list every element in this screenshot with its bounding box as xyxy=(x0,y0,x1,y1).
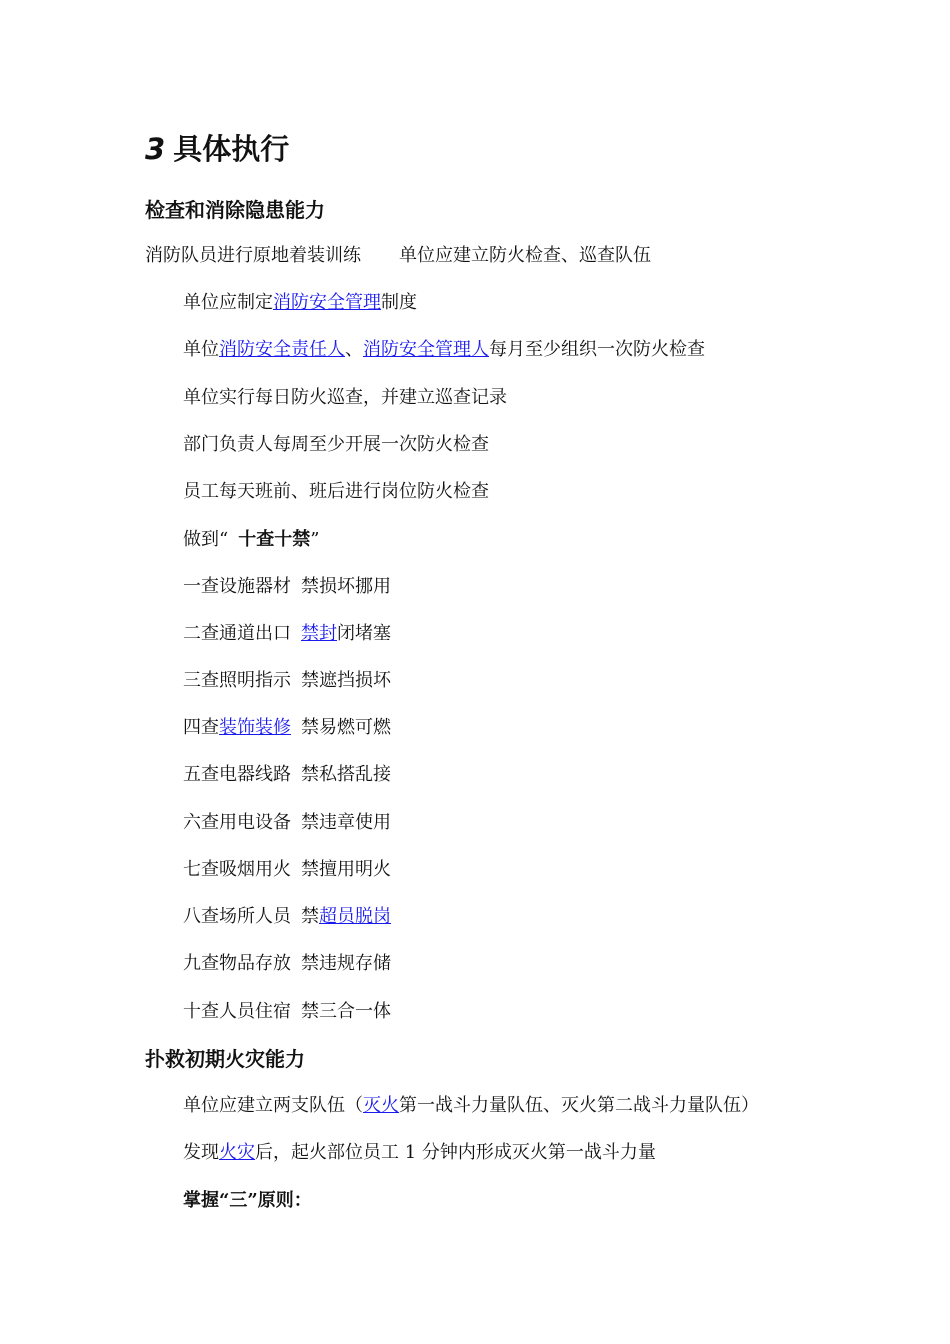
ten-checks-bold: 十查十禁 xyxy=(238,529,311,550)
list-item xyxy=(183,716,391,740)
text-segment: 单位应制定 xyxy=(183,292,273,313)
ban-text: 禁损坏挪用 xyxy=(301,576,391,597)
paragraph-weekly-check: 部门负责人每周至少开展一次防火检查 xyxy=(183,434,489,455)
ban-text: 禁私搭乱接 xyxy=(301,764,391,785)
check-text: 四查 xyxy=(183,717,219,738)
text-segment: ” xyxy=(310,529,320,550)
link-fire-extinguishing[interactable]: 灭火 xyxy=(363,1095,399,1116)
ban-text: 禁三合一体 xyxy=(301,1001,391,1022)
list-item xyxy=(183,763,391,787)
text-segment: 单位 xyxy=(183,339,219,360)
link-fire-safety-manager[interactable]: 消防安全管理人 xyxy=(363,339,489,360)
check-text: 二查通道出口 xyxy=(183,623,291,644)
paragraph-three-principles: 掌握“三”原则： xyxy=(183,1190,312,1211)
link-fire-safety-management[interactable]: 消防安全管理 xyxy=(273,292,381,313)
text-segment: 第一战斗力量队伍、灭火第二战斗力量队伍） xyxy=(399,1095,759,1116)
paragraph-daily-patrol: 单位实行每日防火巡查，并建立巡查记录 xyxy=(183,387,507,408)
subheading-firefighting: 扑救初期火灾能力 xyxy=(145,1047,305,1071)
check-text: 六查用电设备 xyxy=(183,812,291,833)
list-item xyxy=(183,952,391,976)
text-segment: 每月至少组织一次防火检查 xyxy=(489,339,705,360)
check-text: 三查照明指示 xyxy=(183,670,291,691)
list-item xyxy=(183,622,391,646)
check-text: 五查电器线路 xyxy=(183,764,291,785)
paragraph-shift-check: 员工每天班前、班后进行岗位防火检查 xyxy=(183,481,489,502)
text-segment: 做到“ xyxy=(183,529,229,550)
list-item xyxy=(183,669,391,693)
text-segment: 后，起火部位员工 1 分钟内形成灭火第一战斗力量 xyxy=(255,1142,656,1163)
section-title: 具体执行 xyxy=(173,132,290,166)
check-text: 九查物品存放 xyxy=(183,953,291,974)
section-heading xyxy=(145,130,289,168)
check-text: 十查人员住宿 xyxy=(183,1001,291,1022)
section-number: 3 xyxy=(145,132,166,166)
ban-text: 禁违规存储 xyxy=(301,953,391,974)
paragraph-one-minute xyxy=(183,1141,656,1165)
intro-left-text: 消防队员进行原地着装训练 xyxy=(145,245,361,266)
text-segment: 制度 xyxy=(381,292,417,313)
paragraph-ten-checks xyxy=(183,528,319,552)
text-segment: 发现 xyxy=(183,1142,219,1163)
text-segment: 、 xyxy=(345,339,363,360)
check-text: 七查吸烟用火 xyxy=(183,859,291,880)
ban-text: 禁易燃可燃 xyxy=(301,717,391,738)
intro-right-text: 单位应建立防火检查、巡查队伍 xyxy=(399,245,651,266)
list-item xyxy=(183,811,391,835)
ban-text: 禁 xyxy=(301,906,319,927)
check-text: 一查设施器材 xyxy=(183,576,291,597)
link-overcrowding[interactable]: 超员脱岗 xyxy=(319,906,391,927)
link-fire[interactable]: 火灾 xyxy=(219,1142,255,1163)
list-item xyxy=(183,858,391,882)
ban-text: 闭堵塞 xyxy=(337,623,391,644)
paragraph-management-system xyxy=(183,291,417,315)
link-ban-seal[interactable]: 禁封 xyxy=(301,623,337,644)
list-item xyxy=(183,905,391,929)
list-item xyxy=(183,1000,391,1024)
paragraph-two-teams xyxy=(183,1094,759,1118)
ban-text: 禁擅用明火 xyxy=(301,859,391,880)
text-segment: 单位应建立两支队伍（ xyxy=(183,1095,363,1116)
link-decoration[interactable]: 装饰装修 xyxy=(219,717,291,738)
check-text: 八查场所人员 xyxy=(183,906,291,927)
ban-text: 禁违章使用 xyxy=(301,812,391,833)
link-fire-safety-responsible-person[interactable]: 消防安全责任人 xyxy=(219,339,345,360)
paragraph-monthly-check xyxy=(183,338,705,362)
paragraph-intro xyxy=(145,244,651,268)
ban-text: 禁遮挡损坏 xyxy=(301,670,391,691)
subheading-inspection: 检查和消除隐患能力 xyxy=(145,198,325,222)
list-item xyxy=(183,575,391,599)
